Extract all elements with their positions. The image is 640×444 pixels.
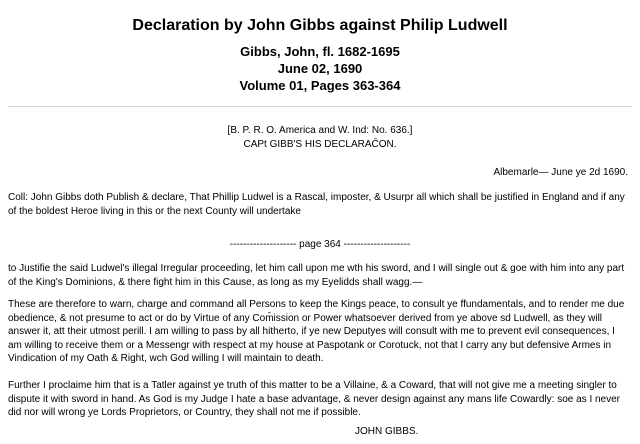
source-reference: [B. P. R. O. America and W. Ind: No. 636.] <box>227 125 413 136</box>
document-date: June 02, 1690 <box>277 61 363 76</box>
paragraph-challenge: to Justifie the said Ludwel's illegal Irregular proceeding, let him call upon me wth his sword, and I will single out & goe with him into any part of the King's Dominions, & there fight him in this Cause, as long as my Eyelidds shall wagg.— <box>8 263 625 288</box>
document-volume: Volume 01, Pages 363-364 <box>239 78 401 93</box>
header-divider <box>8 106 632 107</box>
paragraph-proclamation: Further I proclaime him that is a Tatler against ye truth of this matter to be a Villaine, & a Coward, that will not give me a meeting singler to dispute it with sword in hand. As God is my Judge I hate a base advantage, & never design against any mans life Cowardly: soe as I never did nor will wrong ye Lords Proprietors, or Country, they shall not me if possible. <box>8 380 621 418</box>
paragraph-opening: Coll: John Gibbs doth Publish & declare, That Phillip Ludwel is a Rascal, imposter, & Usurpr all which shall be justified in England and if any of the boldest Heroe living in this or the next County will undertake <box>8 192 625 217</box>
declaration-heading: CAPt GIBB'S HIS DECLARAC̄ON. <box>243 138 397 150</box>
document-title: Declaration by John Gibbs against Philip Ludwell <box>132 17 508 34</box>
document-author: Gibbs, John, fl. 1682-1695 <box>240 44 400 59</box>
paragraph-command: These are therefore to warn, charge and command all Persons to keep the Kings peace, to consult ye ffundamentals, and to render me due obedience, & not presume to act or do by Virtue of any Com̄ission or Power whatsoever derived from ye above sd Ludwell, as they will answer it, att their utmost perill. I am willing to pass by all hitherto, if ye new Deputyes will consult with me to prevent evil consequences, I am willing to receive them or a Messengr with respect at my house at Paspotank or Corotuck, not that I carry any but defensive Armes in Vindication of my Oath & Right, wch God willing I will maintain to death. <box>8 299 625 364</box>
page-break-marker: -------------------- page 364 -------------------- <box>229 239 411 250</box>
signature: JOHN GIBBS. <box>355 426 419 437</box>
dateline: Albemarle— June ye 2d 1690. <box>493 167 628 178</box>
source-citation <box>0 124 640 151</box>
